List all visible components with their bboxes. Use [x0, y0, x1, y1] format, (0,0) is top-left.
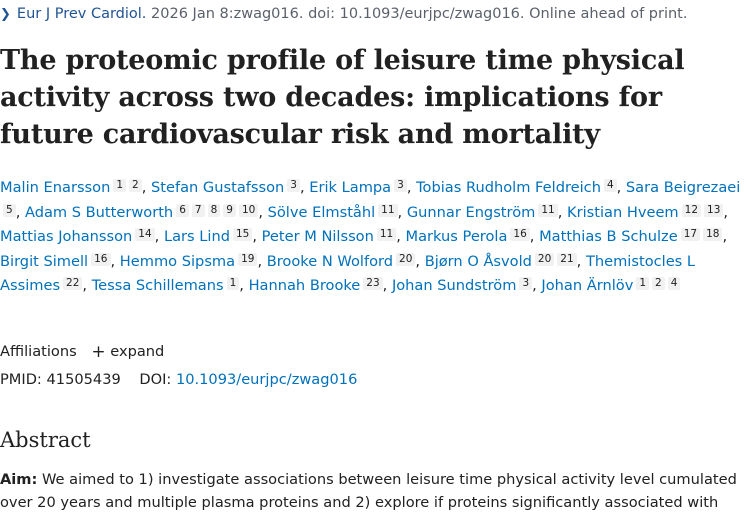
- author-item: Matthias B Schulze 17 18 ,: [539, 228, 728, 245]
- affiliation-ref-badge[interactable]: 8: [208, 204, 221, 217]
- plus-icon[interactable]: +: [91, 342, 106, 362]
- author-item: Tobias Rudholm Feldreich 4 ,: [416, 179, 626, 196]
- author-name-link[interactable]: Birgit Simell: [0, 252, 89, 270]
- journal-link[interactable]: Eur J Prev Cardiol.: [16, 6, 147, 22]
- affiliations-label: Affiliations: [0, 343, 77, 360]
- pmid-value: 41505439: [46, 371, 121, 388]
- author-name-link[interactable]: Themistocles L Assimes: [0, 252, 696, 294]
- author-item: Adam S Butterworth 6 7 8 9 10 ,: [24, 203, 268, 221]
- affiliation-ref-badge[interactable]: 16: [510, 228, 529, 241]
- author-name-link[interactable]: Brooke N Wolford: [266, 252, 394, 270]
- affiliation-ref-badge[interactable]: 3: [519, 277, 532, 290]
- author-item: [541, 277, 680, 294]
- author-item: Erik Lampa 3 ,: [309, 179, 417, 196]
- abstract-heading: Abstract: [0, 428, 91, 452]
- affiliation-ref-badge[interactable]: 1: [113, 179, 126, 192]
- expand-label[interactable]: expand: [110, 343, 165, 360]
- affiliation-ref-badge[interactable]: 18: [703, 228, 722, 241]
- author-name-link[interactable]: Adam S Butterworth: [24, 203, 174, 221]
- affiliation-ref-badge[interactable]: 11: [378, 204, 397, 217]
- affiliation-ref-badge[interactable]: 20: [396, 253, 415, 266]
- author-item: Sara Beigrezaei5 ,: [0, 179, 740, 221]
- author-item: Brooke N Wolford 20 ,: [266, 252, 425, 270]
- author-name-link[interactable]: Matthias B Schulze: [539, 228, 678, 245]
- author-name-link[interactable]: Peter M Nilsson: [261, 228, 374, 245]
- aim-label: Aim:: [0, 471, 38, 488]
- affiliation-ref-badge[interactable]: 11: [538, 204, 557, 217]
- authors-list: [0, 176, 745, 299]
- affiliation-ref-badge[interactable]: 5: [3, 204, 16, 217]
- affiliation-ref-badge[interactable]: 11: [377, 228, 396, 241]
- author-name-link[interactable]: Gunnar Engström: [406, 203, 536, 221]
- author-item: Birgit Simell 16 ,: [0, 252, 120, 270]
- author-name-link[interactable]: Mattias Johansson: [0, 228, 133, 245]
- affiliation-ref-badge[interactable]: 4: [604, 179, 617, 192]
- affiliation-ref-badge[interactable]: 3: [287, 179, 300, 192]
- article-title: The proteomic profile of leisure time physical activity across two decades: implications for future cardiovascular risk and mortality: [0, 45, 685, 150]
- author-name-link[interactable]: Tessa Schillemans: [91, 277, 224, 294]
- author-item: Mattias Johansson 14 ,: [0, 228, 164, 245]
- author-name-link[interactable]: Bjørn O Åsvold: [424, 252, 532, 270]
- author-item: Stefan Gustafsson 3 ,: [151, 179, 310, 196]
- author-item: Gunnar Engström 11 ,: [406, 203, 568, 221]
- author-item: Peter M Nilsson 11 ,: [261, 228, 406, 245]
- author-item: Hemmo Sipsma 19 ,: [119, 252, 267, 270]
- author-name-link[interactable]: Kristian Hveem: [567, 203, 679, 221]
- author-name-link[interactable]: Sölve Elmståhl: [267, 203, 376, 221]
- citation-details: 2026 Jan 8:zwag016. doi: 10.1093/eurjpc/zwag016. Online ahead of print.: [151, 6, 688, 22]
- affiliation-ref-badge[interactable]: 22: [63, 277, 82, 290]
- author-item: Bjørn O Åsvold 20 21 ,: [424, 252, 586, 270]
- citation-line: [0, 4, 750, 24]
- pmid-label: PMID:: [0, 371, 42, 388]
- author-name-link[interactable]: Erik Lampa: [309, 179, 392, 196]
- author-name-link[interactable]: Hemmo Sipsma: [119, 252, 236, 270]
- affiliations-toggle[interactable]: [0, 342, 164, 362]
- abstract-aim: [0, 470, 745, 490]
- affiliation-ref-badge[interactable]: 2: [129, 179, 142, 192]
- affiliation-ref-badge[interactable]: 10: [239, 204, 258, 217]
- affiliation-ref-badge[interactable]: 14: [135, 228, 154, 241]
- affiliation-ref-badge[interactable]: 9: [223, 204, 236, 217]
- chevron-right-icon[interactable]: ❯: [0, 7, 11, 22]
- author-item: Tessa Schillemans 1 ,: [91, 277, 249, 294]
- author-item: Johan Sundström 3 ,: [391, 277, 542, 294]
- affiliation-ref-badge[interactable]: 20: [535, 253, 554, 266]
- doi-label: DOI:: [139, 371, 172, 388]
- author-name-link[interactable]: Hannah Brooke: [248, 277, 361, 294]
- affiliation-ref-badge[interactable]: 2: [652, 277, 665, 290]
- affiliation-ref-badge[interactable]: 6: [176, 204, 189, 217]
- affiliation-ref-badge[interactable]: 13: [704, 204, 723, 217]
- affiliation-ref-badge[interactable]: 4: [668, 277, 681, 290]
- author-name-link[interactable]: Stefan Gustafsson: [151, 179, 285, 196]
- author-name-link[interactable]: Johan Sundström: [391, 277, 517, 294]
- affiliation-ref-badge[interactable]: 7: [192, 204, 205, 217]
- abstract-aim-continued: over 20 years and multiple plasma proteins and 2) explore if proteins significantly associated with: [0, 494, 719, 511]
- author-name-link[interactable]: Markus Perola: [405, 228, 508, 245]
- affiliation-ref-badge[interactable]: 19: [238, 253, 257, 266]
- affiliation-ref-badge[interactable]: 23: [363, 277, 382, 290]
- doi-link[interactable]: 10.1093/eurjpc/zwag016: [175, 371, 358, 388]
- aim-text: We aimed to 1) investigate associations between leisure time physical activity level cumulated: [41, 471, 737, 488]
- affiliation-ref-badge[interactable]: 12: [682, 204, 701, 217]
- author-item: Themistocles L Assimes 22 ,: [0, 252, 696, 294]
- author-item: Markus Perola 16 ,: [405, 228, 540, 245]
- affiliation-ref-badge[interactable]: 21: [557, 253, 576, 266]
- author-name-link[interactable]: Malin Enarsson: [0, 179, 111, 196]
- author-item: Sölve Elmståhl 11 ,: [267, 203, 407, 221]
- author-name-link[interactable]: Johan Ärnlöv: [541, 277, 634, 294]
- author-item: Malin Enarsson 1 2 ,: [0, 179, 151, 196]
- author-name-link[interactable]: Sara Beigrezaei: [625, 179, 741, 196]
- affiliation-ref-badge[interactable]: 1: [636, 277, 649, 290]
- author-item: Hannah Brooke 23 ,: [248, 277, 392, 294]
- identifiers: [0, 370, 357, 390]
- author-name-link[interactable]: Lars Lind: [163, 228, 230, 245]
- affiliation-ref-badge[interactable]: 1: [227, 277, 240, 290]
- author-name-link[interactable]: Tobias Rudholm Feldreich: [416, 179, 601, 196]
- affiliation-ref-badge[interactable]: 16: [91, 253, 110, 266]
- affiliation-ref-badge[interactable]: 15: [233, 228, 252, 241]
- author-item: Lars Lind 15 ,: [163, 228, 262, 245]
- affiliation-ref-badge[interactable]: 3: [394, 179, 407, 192]
- affiliation-ref-badge[interactable]: 17: [681, 228, 700, 241]
- author-item: Kristian Hveem 12 13 ,: [567, 203, 729, 221]
